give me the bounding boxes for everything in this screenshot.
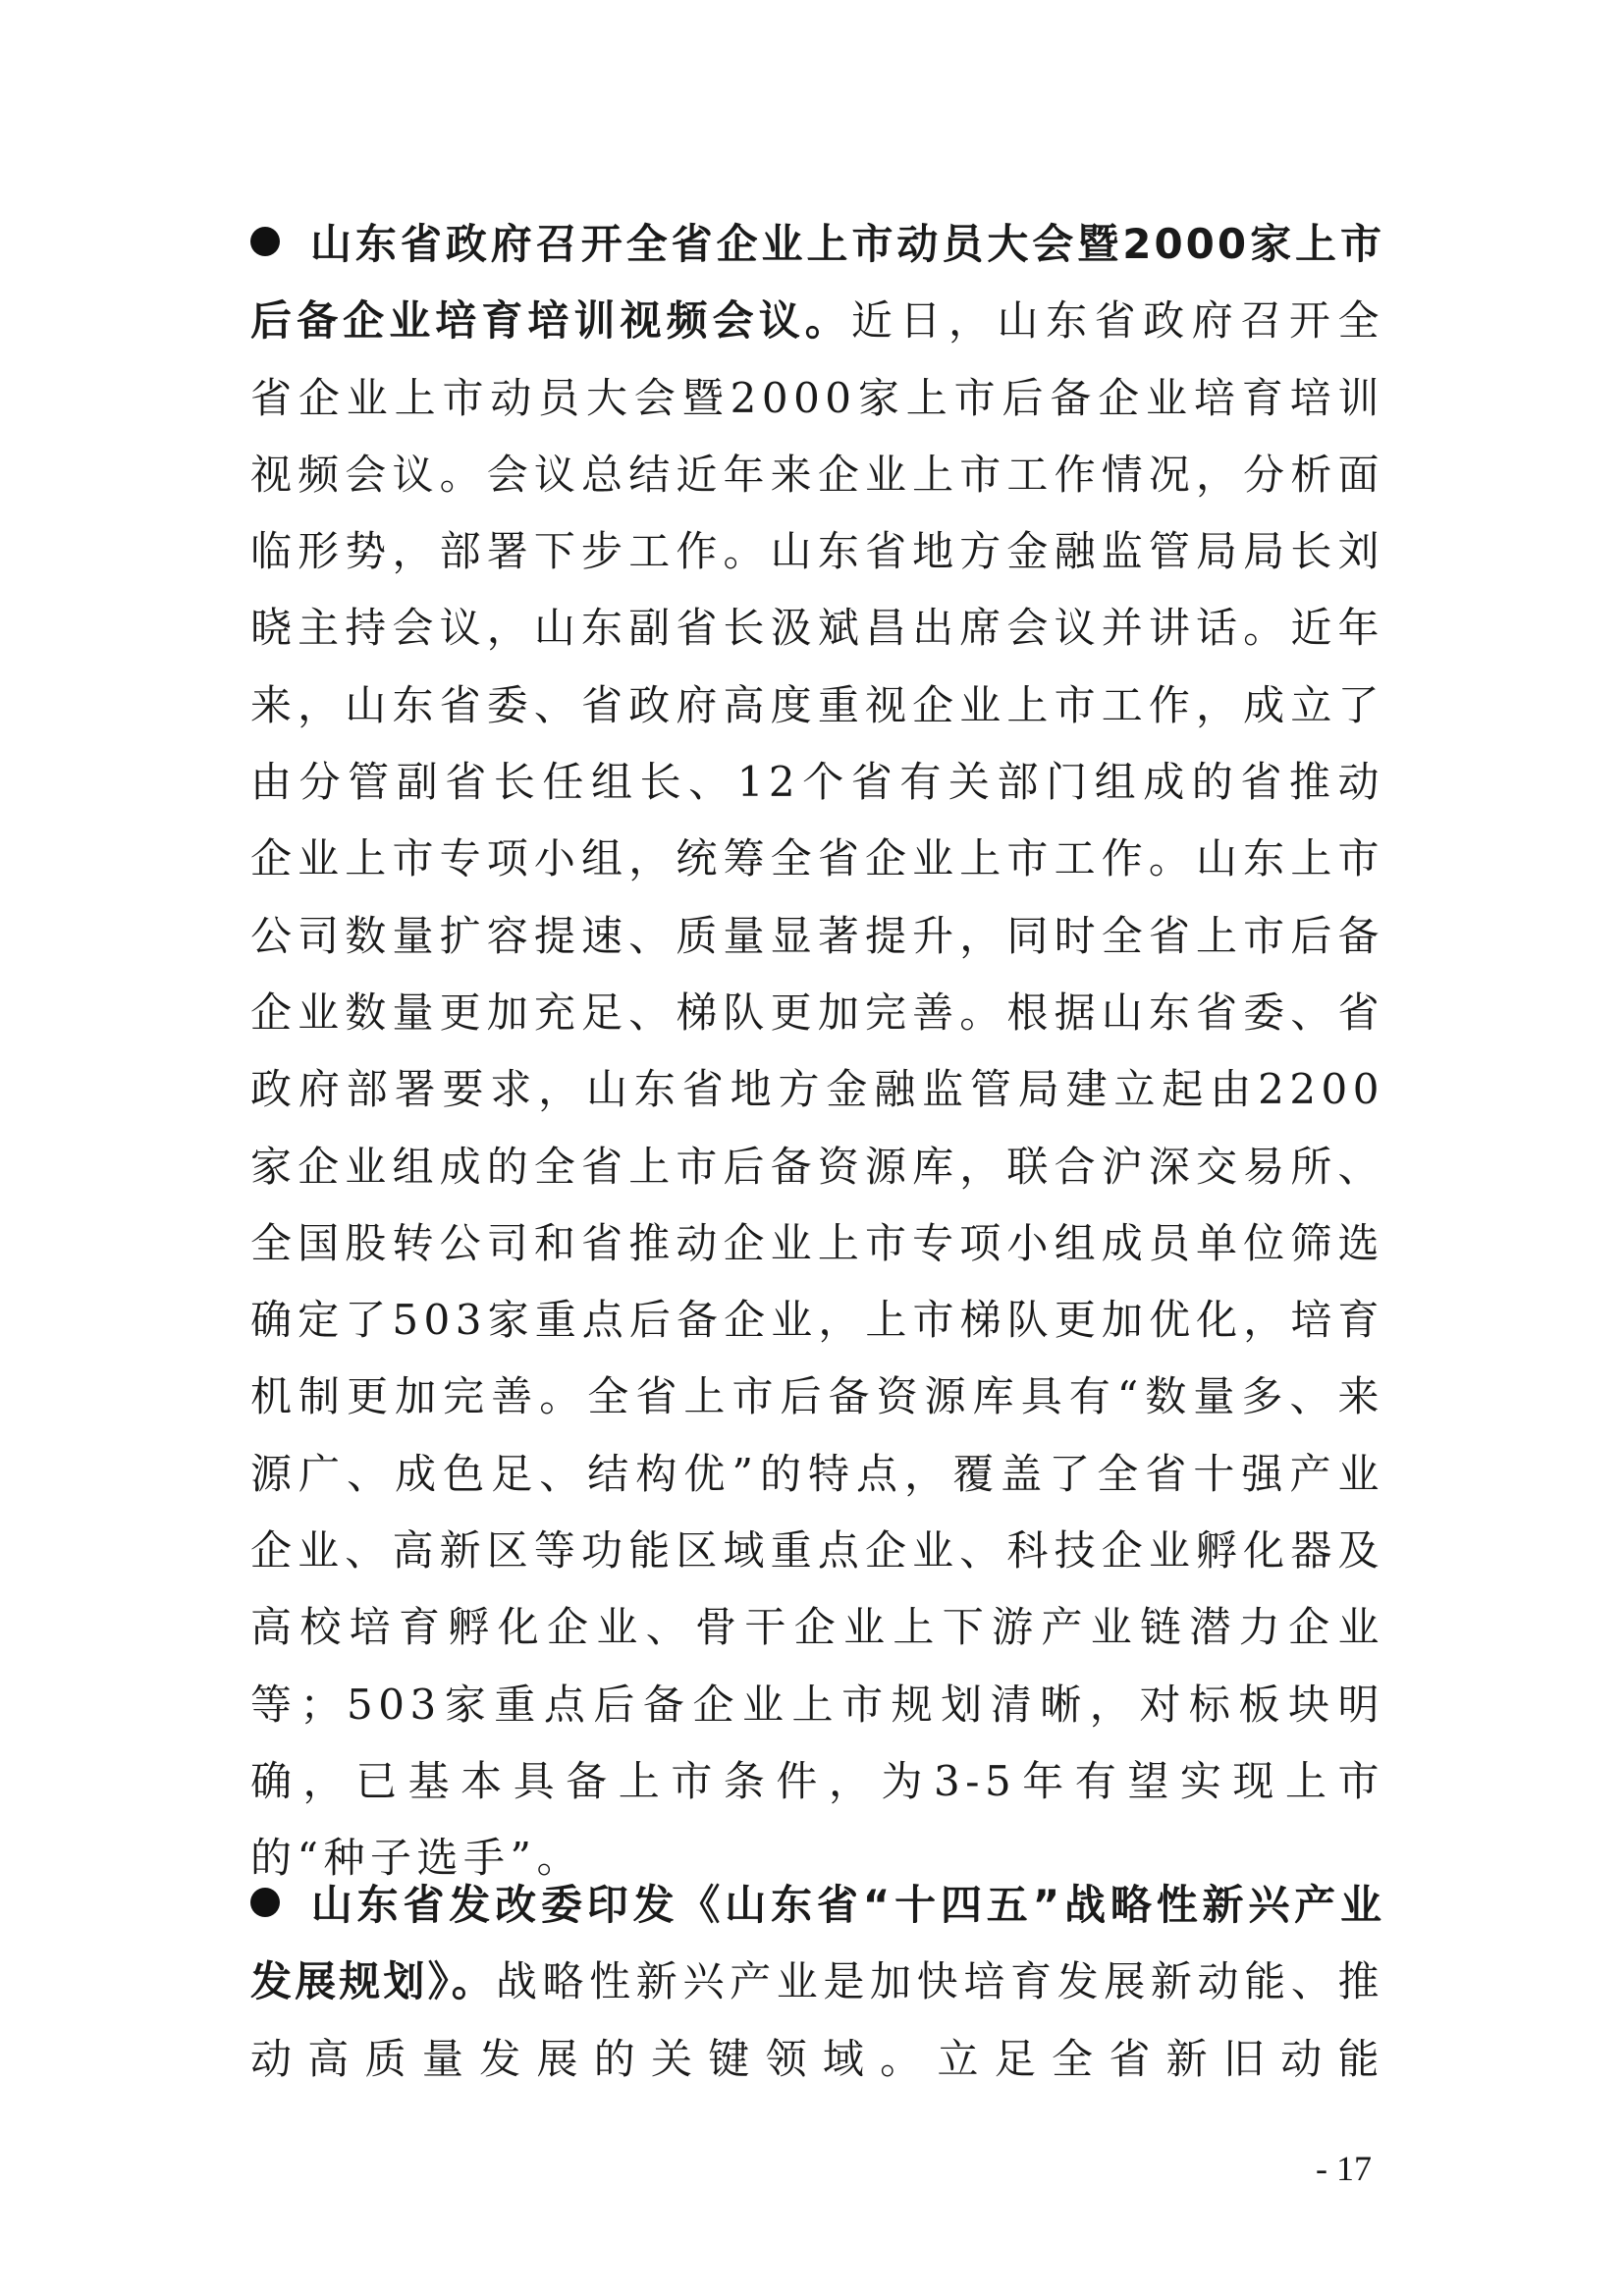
news-item-heading: 山东省发改委印发《山东省“十四五”战略性新兴产业发展规划》。 <box>250 1881 1384 2006</box>
bullet-icon <box>250 1888 280 1917</box>
news-item-paragraph <box>250 206 1384 1897</box>
bullet-icon <box>250 227 280 256</box>
news-item-listing-conference <box>250 206 1384 1897</box>
page-number: - 17 <box>1316 2149 1372 2188</box>
news-item-body: 近日，山东省政府召开全省企业上市动员大会暨2000家上市后备企业培育培训视频会议。会议总结近年来企业上市工作情况，分析面临形势，部署下步工作。山东省地方金融监管局局长刘晓主持会议，山东副省长汲斌昌出席会议并讲话。近年来，山东省委、省政府高度重视企业上市工作，成立了由分管副省长任组长、12个省有关部门组成的省推动企业上市专项小组，统筹全省企业上市工作。山东上市公司数量扩容提速、质量显著提升，同时全省上市后备企业数量更加充足、梯队更加完善。根据山东省委、省政府部署要求，山东省地方金融监管局建立起由2200家企业组成的全省上市后备资源库，联合沪深交易所、全国股转公司和省推动企业上市专项小组成员单位筛选确定了503家重点后备企业，上市梯队更加优化，培育机制更加完善。全省上市后备资源库具有“数量多、来源广、成色足、结构优”的特点，覆盖了全省十强产业企业、高新区等功能区域重点企业、科技企业孵化器及高校培育孵化企业、骨干企业上下游产业链潜力企业等；503家重点后备企业上市规划清晰，对标板块明确，已基本具备上市条件，为3-5年有望实现上市的“种子选手”。 <box>250 296 1384 1883</box>
news-item-body: 战略性新兴产业是加快培育发展新动能、推动高质量发展的关键领域。立足全省新旧动能 <box>250 1957 1384 2083</box>
news-item-paragraph <box>250 1867 1384 2098</box>
news-item-heading: 山东省政府召开全省企业上市动员大会暨2000家上市后备企业培育培训视频会议。 <box>250 220 1384 346</box>
news-item-industry-plan <box>250 1867 1384 2098</box>
